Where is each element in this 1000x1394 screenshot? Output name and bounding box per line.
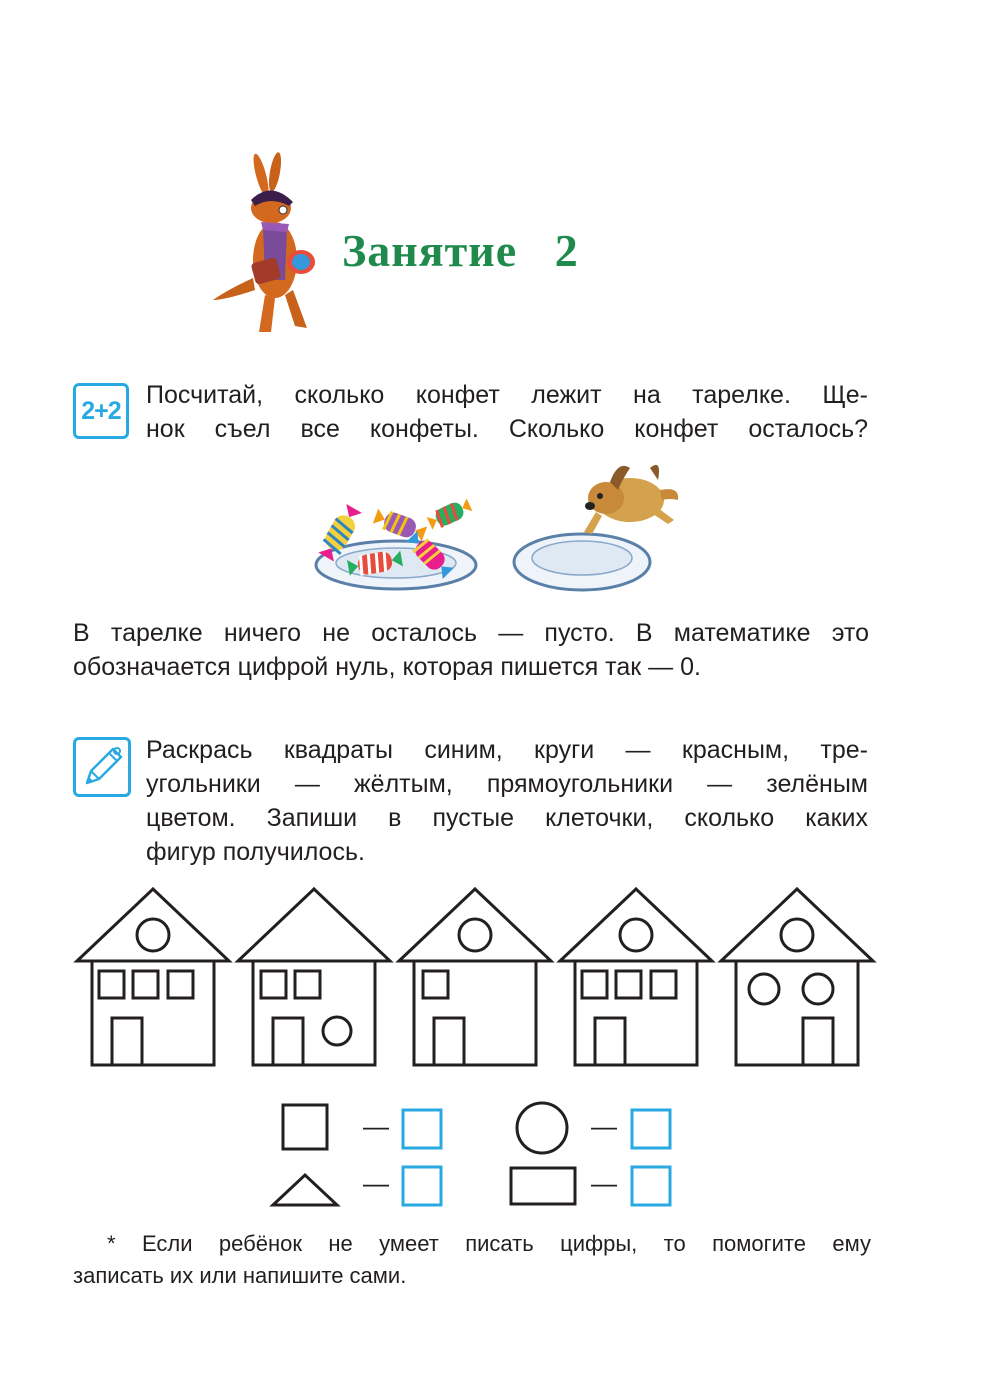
legend-circle-answer-box [632, 1110, 670, 1148]
explanation-line-1: В тарелке ничего не осталось — пусто. В математике это [73, 619, 869, 647]
house-1 [77, 889, 229, 1065]
house-2 [238, 889, 390, 1065]
house-4 [560, 889, 712, 1065]
task-counting-icon [73, 383, 129, 439]
legend-rectangle-answer-box [632, 1167, 670, 1205]
task1-text [146, 378, 868, 446]
house-5 [721, 889, 873, 1065]
legend-circle-dash: — [591, 1111, 617, 1141]
legend-triangle-answer-box [403, 1167, 441, 1205]
legend-rectangle-dash: — [591, 1168, 617, 1198]
houses-row [70, 885, 880, 1075]
plate-with-candies-illustration [310, 485, 482, 600]
legend-triangle-dash: — [363, 1168, 389, 1198]
task1-line-2: нок съел все конфеты. Сколько конфет осталось? [146, 415, 868, 443]
task2-line-2: угольники — жёлтым, прямоугольники — зелёным [146, 770, 868, 798]
puppy-with-empty-plate-illustration [510, 450, 685, 595]
explanation-line-2: обозначается цифрой нуль, которая пишется так — 0. [73, 653, 701, 681]
legend-square-dash: — [363, 1111, 389, 1141]
lesson-title: Занятие 2 [342, 225, 579, 276]
footnote-line-1: * Если ребёнок не умеет писать цифры, то помогите ему [107, 1231, 871, 1256]
legend-triangle-shape [273, 1175, 337, 1205]
legend-circle-shape [517, 1103, 567, 1153]
house-3 [399, 889, 551, 1065]
task2-line-4: фигур получилось. [146, 838, 365, 866]
task2-text [146, 733, 868, 869]
legend-rectangle-shape [511, 1168, 575, 1204]
task2-line-3: цветом. Запиши в пустые клеточки, сколько каких [146, 804, 868, 832]
shape-legend [265, 1095, 685, 1215]
footnote [73, 1228, 871, 1292]
kangaroo-illustration [205, 150, 325, 340]
legend-square-shape [283, 1105, 327, 1149]
task2-line-1: Раскрась квадраты синим, круги — красным, тре- [146, 736, 868, 764]
task-counting-icon-label: 2+2 [81, 396, 121, 425]
legend-square-answer-box [403, 1110, 441, 1148]
pencil-icon [73, 737, 131, 797]
footnote-line-2: записать их или напишите сами. [73, 1263, 407, 1288]
explanation-text [73, 616, 869, 684]
task1-line-1: Посчитай, сколько конфет лежит на тарелке. Ще- [146, 381, 868, 409]
